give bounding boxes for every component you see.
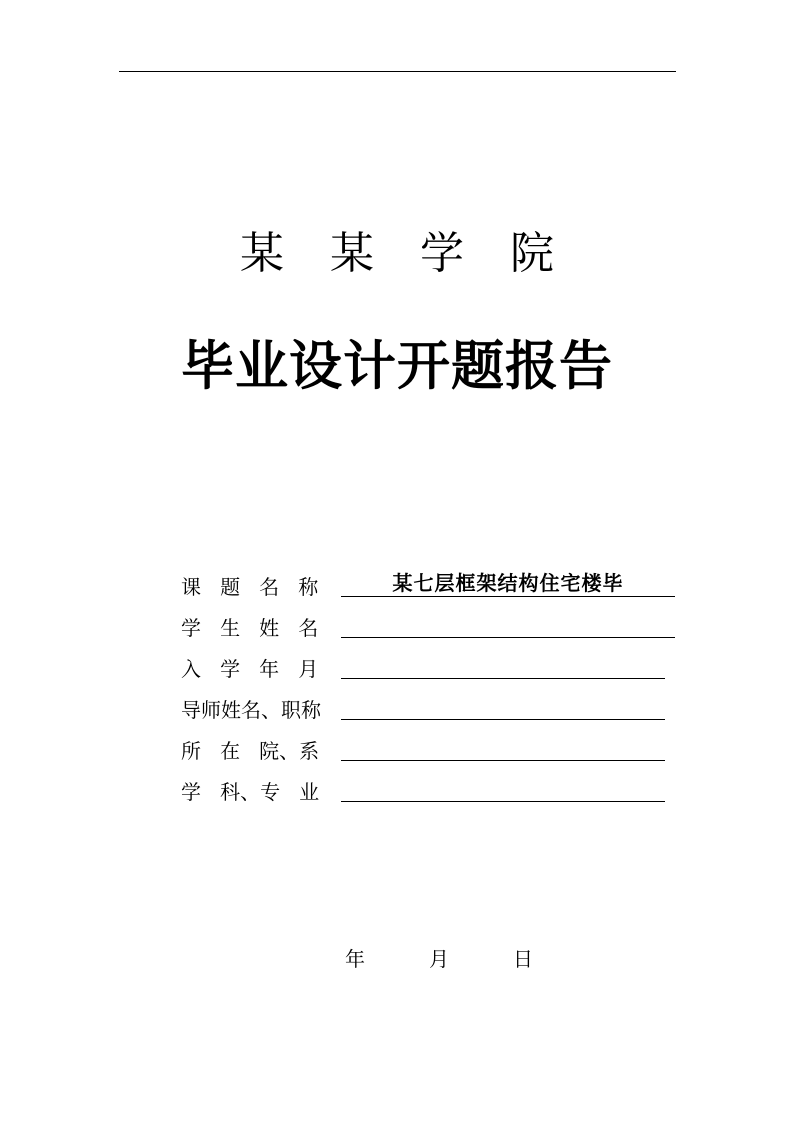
school-name: 某 某 学 院: [240, 228, 570, 279]
field-label-student-name: 学 生 姓 名: [181, 616, 319, 640]
field-label-department: 所 在 院、系: [181, 739, 320, 763]
field-row-student-name: [181, 607, 681, 648]
field-label-enrollment: 入 学 年 月: [181, 657, 319, 681]
field-value-topic[interactable]: 某七层框架结构住宅楼毕: [392, 571, 624, 595]
field-underline-major: [341, 801, 665, 802]
field-row-topic: [181, 566, 681, 607]
info-form: [181, 566, 681, 812]
field-underline-enrollment: [341, 678, 665, 679]
field-label-topic: 课 题 名 称: [181, 575, 319, 599]
field-label-advisor: 导师姓名、职称: [181, 698, 321, 722]
field-underline-topic: [341, 596, 675, 597]
field-label-major: 学 科、专 业: [181, 780, 320, 804]
field-row-department: [181, 730, 681, 771]
field-row-enrollment: [181, 648, 681, 689]
document-title: 毕业设计开题报告: [181, 336, 613, 397]
field-underline-advisor: [341, 719, 665, 720]
date-year-label: 年: [345, 947, 365, 971]
field-underline-student-name: [341, 637, 675, 638]
date-day-label: 日: [513, 947, 533, 971]
field-row-advisor: [181, 689, 681, 730]
field-underline-department: [341, 760, 665, 761]
date-month-label: 月: [429, 947, 449, 971]
field-row-major: [181, 771, 681, 812]
header-rule: [119, 71, 676, 72]
date-line: [0, 946, 794, 974]
